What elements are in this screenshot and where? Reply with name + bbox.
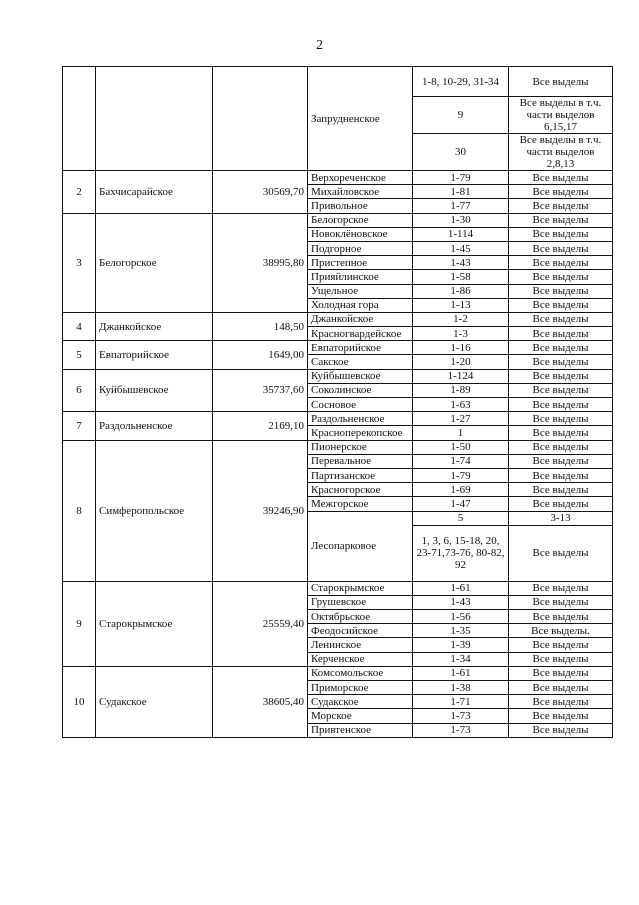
forestry-name: Новоклёновское — [308, 227, 413, 241]
quarter-numbers: 1-30 — [413, 213, 509, 227]
forestry-name: Джанкойское — [308, 312, 413, 326]
forestry-name: Раздольненское — [308, 412, 413, 426]
allotment-numbers: Все выделы — [509, 666, 613, 680]
district-area — [213, 67, 308, 171]
table-row — [63, 581, 613, 595]
page-number: 2 — [316, 38, 323, 53]
forestry-name: Евпаторийское — [308, 341, 413, 355]
allotment-numbers: Все выделы — [509, 723, 613, 737]
allotment-numbers: Все выделы — [509, 681, 613, 695]
forestry-name: Соколинское — [308, 383, 413, 397]
allotment-numbers: Все выделы — [509, 497, 613, 511]
allotment-numbers: Все выделы — [509, 284, 613, 298]
forestry-name: Перевальное — [308, 454, 413, 468]
district-name: Джанкойское — [96, 312, 213, 340]
table-row — [63, 369, 613, 383]
forestry-name: Феодосийское — [308, 624, 413, 638]
allotment-numbers: Все выделы — [509, 312, 613, 326]
district-number: 6 — [63, 369, 96, 412]
forestry-name: Пристепное — [308, 256, 413, 270]
forestry-name: Прияйлинское — [308, 270, 413, 284]
table-row — [63, 213, 613, 227]
district-name: Старокрымское — [96, 581, 213, 666]
district-area: 38605,40 — [213, 666, 308, 737]
allotment-numbers: Все выделы — [509, 638, 613, 652]
quarter-numbers: 1-8, 10-29, 31-34 — [413, 67, 509, 97]
quarter-numbers: 1-86 — [413, 284, 509, 298]
quarter-numbers: 1-63 — [413, 398, 509, 412]
quarter-numbers: 1-2 — [413, 312, 509, 326]
allotment-numbers: Все выделы — [509, 270, 613, 284]
quarter-numbers: 1 — [413, 426, 509, 440]
quarter-numbers: 1-73 — [413, 709, 509, 723]
forestry-name: Запрудненское — [308, 67, 413, 171]
forestry-name: Старокрымское — [308, 581, 413, 595]
forestry-name: Лесопарковое — [308, 511, 413, 581]
allotment-numbers: Все выделы — [509, 355, 613, 369]
district-area: 1649,00 — [213, 341, 308, 369]
district-number: 7 — [63, 412, 96, 440]
allotment-numbers: Все выделы — [509, 581, 613, 595]
forestry-name: Комсомольское — [308, 666, 413, 680]
district-name: Раздольненское — [96, 412, 213, 440]
district-number: 2 — [63, 171, 96, 214]
district-name: Симферопольское — [96, 440, 213, 581]
forestry-name: Холодная гора — [308, 298, 413, 312]
allotment-numbers: Все выделы — [509, 595, 613, 609]
allotment-numbers: Все выделы — [509, 241, 613, 255]
quarter-numbers: 1-13 — [413, 298, 509, 312]
allotment-numbers: Все выделы — [509, 525, 613, 581]
district-area: 25559,40 — [213, 581, 308, 666]
quarter-numbers: 1-89 — [413, 383, 509, 397]
allotment-numbers: Все выделы — [509, 468, 613, 482]
quarter-numbers: 1-114 — [413, 227, 509, 241]
allotment-numbers: 3-13 — [509, 511, 613, 525]
quarter-numbers: 1-3 — [413, 327, 509, 341]
district-number: 3 — [63, 213, 96, 312]
allotment-numbers: Все выделы — [509, 369, 613, 383]
forestry-name: Ущельное — [308, 284, 413, 298]
allotment-numbers: Все выделы — [509, 426, 613, 440]
district-area: 30569,70 — [213, 171, 308, 214]
district-name: Бахчисарайское — [96, 171, 213, 214]
forestry-table — [62, 66, 613, 738]
allotment-numbers: Все выделы — [509, 213, 613, 227]
forestry-name: Межгорское — [308, 497, 413, 511]
forestry-name: Куйбышевское — [308, 369, 413, 383]
allotment-numbers: Все выделы — [509, 454, 613, 468]
quarter-numbers: 1-61 — [413, 666, 509, 680]
forestry-name: Морское — [308, 709, 413, 723]
quarter-numbers: 1-20 — [413, 355, 509, 369]
district-number: 9 — [63, 581, 96, 666]
allotment-numbers: Все выделы — [509, 185, 613, 199]
forestry-name: Красногорское — [308, 483, 413, 497]
district-name: Белогорское — [96, 213, 213, 312]
district-number — [63, 67, 96, 171]
quarter-numbers: 1-61 — [413, 581, 509, 595]
allotment-numbers: Все выделы в т.ч. части выделов 2,8,13 — [509, 134, 613, 171]
allotment-numbers: Все выделы. — [509, 624, 613, 638]
forestry-name: Михайловское — [308, 185, 413, 199]
quarter-numbers: 5 — [413, 511, 509, 525]
table-row — [63, 67, 613, 97]
district-number: 8 — [63, 440, 96, 581]
forestry-name: Привтенское — [308, 723, 413, 737]
district-name — [96, 67, 213, 171]
quarter-numbers: 1-56 — [413, 610, 509, 624]
quarter-numbers: 1-74 — [413, 454, 509, 468]
quarter-numbers: 1-27 — [413, 412, 509, 426]
quarter-numbers: 1-43 — [413, 256, 509, 270]
quarter-numbers: 1-38 — [413, 681, 509, 695]
district-name: Евпаторийское — [96, 341, 213, 369]
district-area: 148,50 — [213, 312, 308, 340]
allotment-numbers: Все выделы — [509, 383, 613, 397]
allotment-numbers: Все выделы — [509, 67, 613, 97]
forestry-name: Судакское — [308, 695, 413, 709]
quarter-numbers: 1-73 — [413, 723, 509, 737]
quarter-numbers: 1-45 — [413, 241, 509, 255]
quarter-numbers: 1-16 — [413, 341, 509, 355]
quarter-numbers: 1-71 — [413, 695, 509, 709]
district-area: 35737,60 — [213, 369, 308, 412]
forestry-name: Красногвардейское — [308, 327, 413, 341]
quarter-numbers: 1-79 — [413, 171, 509, 185]
forestry-name: Верхореченское — [308, 171, 413, 185]
forestry-name: Керченское — [308, 652, 413, 666]
district-number: 5 — [63, 341, 96, 369]
forestry-name: Грушевское — [308, 595, 413, 609]
allotment-numbers: Все выделы — [509, 227, 613, 241]
allotment-numbers: Все выделы — [509, 709, 613, 723]
allotment-numbers: Все выделы — [509, 610, 613, 624]
district-name: Судакское — [96, 666, 213, 737]
forestry-name: Приморское — [308, 681, 413, 695]
forestry-name: Сосновое — [308, 398, 413, 412]
allotment-numbers: Все выделы — [509, 199, 613, 213]
forestry-name: Сакское — [308, 355, 413, 369]
table-row — [63, 440, 613, 454]
table-row — [63, 341, 613, 355]
quarter-numbers: 30 — [413, 134, 509, 171]
district-name: Куйбышевское — [96, 369, 213, 412]
allotment-numbers: Все выделы — [509, 256, 613, 270]
quarter-numbers: 1-77 — [413, 199, 509, 213]
quarter-numbers: 1-79 — [413, 468, 509, 482]
allotment-numbers: Все выделы — [509, 341, 613, 355]
forestry-name: Октябрьское — [308, 610, 413, 624]
quarter-numbers: 1-47 — [413, 497, 509, 511]
table-row — [63, 666, 613, 680]
forestry-name: Красноперекопское — [308, 426, 413, 440]
quarter-numbers: 9 — [413, 97, 509, 134]
allotment-numbers: Все выделы — [509, 398, 613, 412]
table-row — [63, 312, 613, 326]
allotment-numbers: Все выделы — [509, 171, 613, 185]
allotment-numbers: Все выделы — [509, 483, 613, 497]
quarter-numbers: 1-50 — [413, 440, 509, 454]
allotment-numbers: Все выделы — [509, 440, 613, 454]
allotment-numbers: Все выделы — [509, 652, 613, 666]
district-area: 2169,10 — [213, 412, 308, 440]
forestry-name: Белогорское — [308, 213, 413, 227]
quarter-numbers: 1, 3, 6, 15-18, 20, 23-71,73-76, 80-82, 92 — [413, 525, 509, 581]
quarter-numbers: 1-81 — [413, 185, 509, 199]
forestry-name: Ленинское — [308, 638, 413, 652]
table-row — [63, 412, 613, 426]
allotment-numbers: Все выделы в т.ч. части выделов 6,15,17 — [509, 97, 613, 134]
quarter-numbers: 1-124 — [413, 369, 509, 383]
quarter-numbers: 1-39 — [413, 638, 509, 652]
allotment-numbers: Все выделы — [509, 695, 613, 709]
district-number: 10 — [63, 666, 96, 737]
forestry-name: Подгорное — [308, 241, 413, 255]
quarter-numbers: 1-58 — [413, 270, 509, 284]
forestry-name: Привольное — [308, 199, 413, 213]
allotment-numbers: Все выделы — [509, 327, 613, 341]
allotment-numbers: Все выделы — [509, 298, 613, 312]
table-row — [63, 171, 613, 185]
quarter-numbers: 1-34 — [413, 652, 509, 666]
quarter-numbers: 1-43 — [413, 595, 509, 609]
quarter-numbers: 1-35 — [413, 624, 509, 638]
district-area: 38995,80 — [213, 213, 308, 312]
forestry-name: Партизанское — [308, 468, 413, 482]
forestry-name: Пионерское — [308, 440, 413, 454]
quarter-numbers: 1-69 — [413, 483, 509, 497]
district-number: 4 — [63, 312, 96, 340]
allotment-numbers: Все выделы — [509, 412, 613, 426]
district-area: 39246,90 — [213, 440, 308, 581]
